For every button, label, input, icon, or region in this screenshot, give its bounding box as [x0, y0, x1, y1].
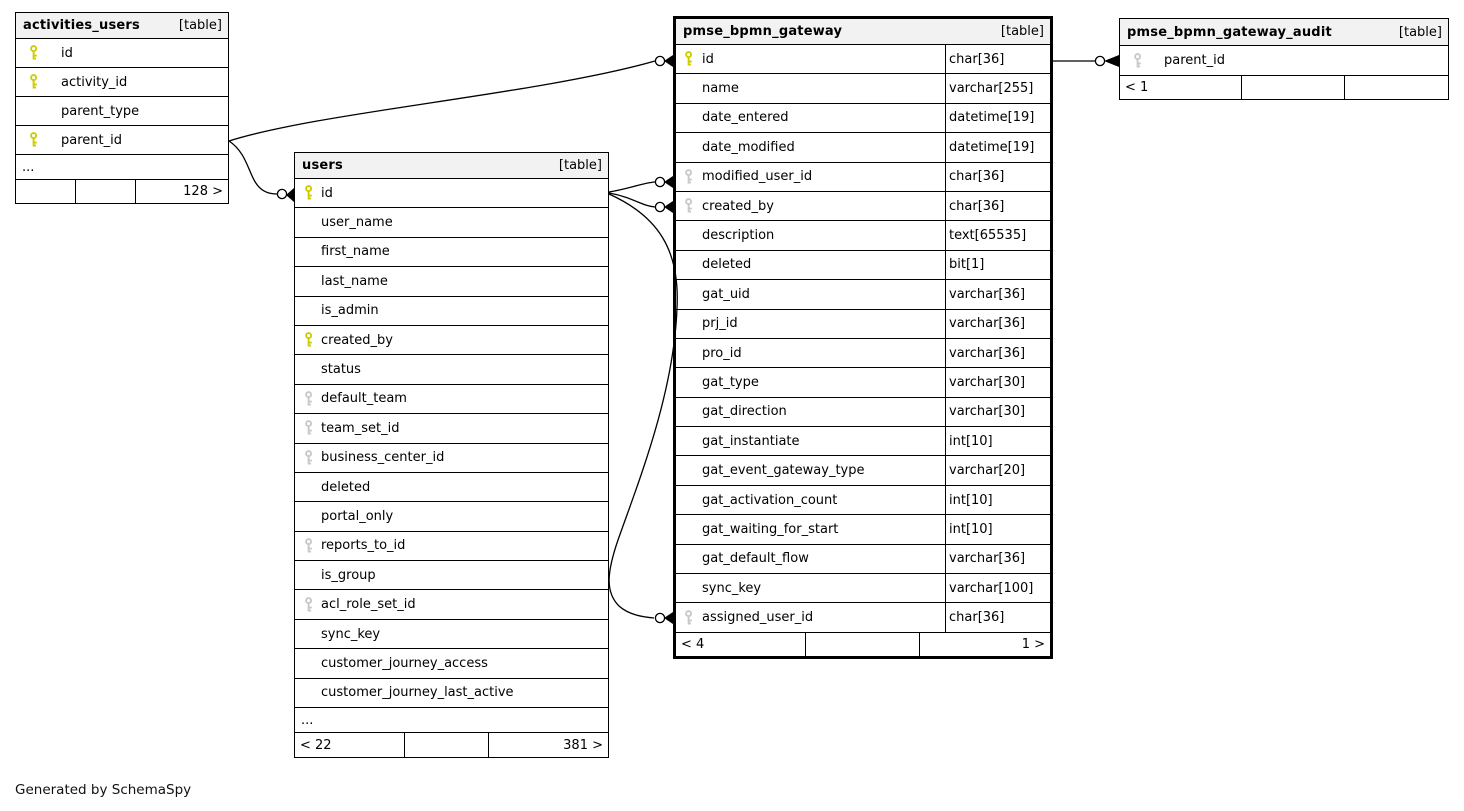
column-name-cell [295, 620, 380, 648]
column-type: int[10] [945, 486, 1050, 514]
relationship-pmse_bpmn_gateway-id-to-pmse_bpmn_gateway_audit-parent_id [1053, 55, 1119, 67]
foreign-key-icon [304, 420, 314, 436]
key-icon [304, 450, 314, 466]
foreign-key-icon [304, 450, 314, 466]
column-type: varchar[36] [945, 339, 1050, 367]
key-icon [684, 51, 694, 67]
table-title: pmse_bpmn_gateway_audit [1127, 24, 1332, 40]
column-name: assigned_user_id [702, 610, 814, 626]
primary-key-icon [29, 132, 39, 148]
footer-cell-1 [405, 733, 489, 757]
footer-cell-2 [1345, 76, 1448, 99]
column-row-pro_id[interactable] [676, 339, 1050, 368]
footer-cell-1 [76, 180, 136, 203]
key-icon [29, 132, 39, 148]
relationship-activities_users-parent_id-to-users-id [229, 141, 294, 202]
column-name: business_center_id [321, 450, 445, 466]
key-icon [304, 538, 314, 554]
column-row-name[interactable] [676, 74, 1050, 103]
column-name: acl_role_set_id [321, 597, 416, 613]
column-row-date_modified[interactable] [676, 133, 1050, 162]
primary-key-icon [29, 74, 39, 90]
column-type: bit[1] [945, 251, 1050, 279]
column-name: team_set_id [321, 420, 400, 436]
column-name-cell [676, 104, 945, 132]
column-row-date_entered[interactable] [676, 104, 1050, 133]
column-row-user_name[interactable] [295, 208, 608, 237]
column-type: varchar[255] [945, 74, 1050, 102]
column-name: date_entered [702, 110, 789, 126]
column-name: first_name [321, 244, 390, 260]
column-name-cell [676, 427, 945, 455]
key-icon [1133, 53, 1143, 69]
column-name-cell [676, 603, 945, 631]
column-name-cell [676, 398, 945, 426]
table-header[interactable] [295, 153, 608, 179]
column-name-cell [676, 515, 945, 543]
column-row-is_admin[interactable] [295, 297, 608, 326]
column-type: datetime[19] [945, 104, 1050, 132]
column-type: char[36] [945, 45, 1050, 73]
column-name-cell [295, 355, 361, 383]
column-name: created_by [702, 198, 774, 214]
column-row-default_team[interactable] [295, 385, 608, 414]
column-name: deleted [321, 479, 371, 495]
column-row-id[interactable] [295, 179, 608, 208]
table-footer [1120, 76, 1448, 99]
column-name: id [321, 185, 333, 201]
primary-key-icon [304, 332, 314, 348]
column-name: status [321, 362, 361, 378]
table-type-tag: [table] [1398, 24, 1442, 40]
foreign-key-icon [684, 198, 694, 214]
column-type: varchar[20] [945, 456, 1050, 484]
column-row-is_group[interactable] [295, 561, 608, 590]
column-name: last_name [321, 273, 388, 289]
table-type-tag: [table] [558, 158, 602, 173]
relationship-activities_users-parent_id-to-pmse_bpmn_gateway-id [229, 55, 673, 141]
relationship-users-id-to-pmse_bpmn_gateway-created_by [609, 193, 673, 213]
column-name-cell [676, 251, 945, 279]
table-activities_users[interactable] [15, 12, 229, 204]
column-name-cell [676, 221, 945, 249]
column-row-id[interactable] [16, 39, 228, 68]
column-row-parent_id[interactable] [1120, 46, 1448, 76]
footer-cell-0: < 22 [295, 733, 405, 757]
column-name-cell [295, 473, 370, 501]
column-row-team_set_id[interactable] [295, 414, 608, 443]
relationship-users-id-to-pmse_bpmn_gateway-modified_user_id [609, 176, 673, 192]
column-type: varchar[36] [945, 280, 1050, 308]
column-name-cell [295, 238, 390, 266]
foreign-key-icon [684, 169, 694, 185]
column-row-gat_event_gateway_type[interactable] [676, 456, 1050, 485]
column-name-cell [676, 45, 945, 73]
column-name: id [702, 51, 714, 67]
column-row-deleted[interactable] [295, 473, 608, 502]
key-icon [304, 185, 314, 201]
column-name: gat_default_flow [702, 551, 809, 567]
column-row-deleted[interactable] [676, 251, 1050, 280]
table-header[interactable] [1120, 19, 1448, 46]
column-name: gat_waiting_for_start [702, 521, 839, 537]
column-name: is_group [321, 567, 376, 583]
column-name-cell [295, 267, 388, 295]
column-row-description[interactable] [676, 221, 1050, 250]
column-name-cell [676, 310, 945, 338]
column-name: description [702, 228, 775, 244]
crow-foot-icon [664, 176, 673, 188]
column-name: activity_id [61, 74, 128, 90]
foreign-key-icon [304, 597, 314, 613]
column-name-cell [676, 574, 945, 602]
table-title: pmse_bpmn_gateway [683, 24, 843, 39]
column-row-activity_id[interactable] [16, 68, 228, 97]
key-icon [304, 332, 314, 348]
foreign-key-icon [304, 391, 314, 407]
table-type-tag: [table] [178, 18, 222, 33]
column-name: customer_journey_access [321, 655, 488, 671]
column-row-business_center_id[interactable] [295, 444, 608, 473]
table-users[interactable] [294, 152, 609, 758]
column-name-cell [676, 456, 945, 484]
crow-foot-icon [1104, 55, 1119, 67]
table-header[interactable] [676, 19, 1050, 45]
column-name: portal_only [321, 508, 394, 524]
key-icon [684, 169, 694, 185]
key-icon [29, 45, 39, 61]
table-header[interactable] [16, 13, 228, 39]
column-row-customer_journey_last_active[interactable] [295, 679, 608, 708]
column-name: sync_key [702, 580, 762, 596]
column-name: gat_type [702, 374, 759, 390]
column-name: sync_key [321, 626, 381, 642]
column-type: varchar[36] [945, 545, 1050, 573]
column-name-cell [676, 368, 945, 396]
column-name: parent_type [61, 103, 140, 119]
column-name: ... [22, 159, 35, 175]
column-row-sync_key[interactable] [676, 574, 1050, 603]
table-title: users [302, 158, 343, 173]
key-icon [304, 597, 314, 613]
column-name: default_team [321, 391, 407, 407]
crow-foot-icon [664, 201, 673, 213]
column-row-customer_journey_access[interactable] [295, 649, 608, 678]
crow-foot-icon [664, 55, 673, 67]
column-name-cell [676, 74, 945, 102]
column-name-cell [295, 444, 444, 472]
column-row-gat_uid[interactable] [676, 280, 1050, 309]
column-name: name [702, 81, 739, 97]
table-footer [295, 733, 608, 757]
table-pmse_bpmn_gateway[interactable] [673, 16, 1053, 659]
column-name: gat_event_gateway_type [702, 463, 865, 479]
column-row-gat_activation_count[interactable] [676, 486, 1050, 515]
table-pmse_bpmn_gateway_audit[interactable] [1119, 18, 1449, 100]
column-name-cell [676, 133, 945, 161]
column-row-gat_waiting_for_start[interactable] [676, 515, 1050, 544]
column-row-acl_role_set_id[interactable] [295, 590, 608, 619]
column-type: char[36] [945, 192, 1050, 220]
column-row-id[interactable] [676, 45, 1050, 74]
column-name: modified_user_id [702, 169, 813, 185]
foreign-key-icon [304, 538, 314, 554]
column-name: parent_id [61, 132, 122, 148]
footer-cell-2: 381 > [563, 737, 603, 753]
column-name: deleted [702, 257, 752, 273]
column-name-cell [295, 208, 393, 236]
column-name-cell [16, 155, 34, 179]
key-icon [304, 391, 314, 407]
crow-foot-icon [286, 188, 294, 202]
column-type: int[10] [945, 427, 1050, 455]
column-type: char[36] [945, 603, 1050, 631]
column-name-cell [676, 339, 945, 367]
column-name: date_modified [702, 139, 795, 155]
column-row-created_by[interactable] [295, 326, 608, 355]
column-name-cell [295, 297, 379, 325]
column-name: gat_instantiate [702, 433, 800, 449]
column-name: prj_id [702, 316, 738, 332]
table-title: activities_users [23, 18, 140, 33]
generated-by-note: Generated by SchemaSpy [15, 782, 192, 798]
column-name-cell [16, 97, 139, 125]
footer-cell-2: 1 > [1021, 636, 1045, 652]
column-name-cell [676, 163, 945, 191]
column-name: id [61, 45, 73, 61]
column-name-cell [676, 545, 945, 573]
column-name-cell [295, 561, 376, 589]
column-row-modified_user_id[interactable] [676, 163, 1050, 192]
table-footer [16, 180, 228, 203]
column-row-assigned_user_id[interactable] [676, 603, 1050, 632]
column-name: created_by [321, 332, 393, 348]
column-type: varchar[100] [945, 574, 1050, 602]
column-name-cell [676, 280, 945, 308]
column-row-prj_id[interactable] [676, 310, 1050, 339]
table-footer [676, 633, 1050, 656]
column-name: gat_activation_count [702, 492, 838, 508]
column-name: is_admin [321, 303, 379, 319]
column-name: pro_id [702, 345, 742, 361]
column-row-gat_direction[interactable] [676, 398, 1050, 427]
footer-cell-0: < 4 [676, 633, 806, 656]
column-row-gat_type[interactable] [676, 368, 1050, 397]
column-name-cell [16, 39, 73, 67]
key-icon [29, 74, 39, 90]
column-row-first_name[interactable] [295, 238, 608, 267]
column-row-portal_only[interactable] [295, 502, 608, 531]
column-name-cell [295, 502, 393, 530]
footer-cell-2: 128 > [183, 184, 223, 199]
primary-key-icon [29, 45, 39, 61]
key-icon [684, 610, 694, 626]
column-row-sync_key[interactable] [295, 620, 608, 649]
column-name-cell [295, 649, 488, 677]
primary-key-icon [684, 51, 694, 67]
column-type: varchar[36] [945, 310, 1050, 338]
column-type: int[10] [945, 515, 1050, 543]
column-name: gat_direction [702, 404, 787, 420]
column-name: parent_id [1164, 53, 1225, 68]
column-row-parent_id[interactable] [16, 126, 228, 155]
column-row-gat_instantiate[interactable] [676, 427, 1050, 456]
column-name-cell [295, 679, 514, 707]
key-icon [684, 198, 694, 214]
key-icon [304, 420, 314, 436]
foreign-key-icon [684, 610, 694, 626]
ellipsis-row[interactable] [16, 155, 228, 180]
footer-cell-0 [16, 180, 76, 203]
column-type: datetime[19] [945, 133, 1050, 161]
column-name: ... [301, 712, 314, 728]
column-row-parent_type[interactable] [16, 97, 228, 126]
relationship-users-id-to-pmse_bpmn_gateway-assigned_user_id [609, 194, 677, 624]
column-type: varchar[30] [945, 398, 1050, 426]
column-row-status[interactable] [295, 355, 608, 384]
column-row-created_by[interactable] [676, 192, 1050, 221]
column-name: user_name [321, 215, 393, 231]
crow-foot-icon [664, 612, 673, 624]
ellipsis-row[interactable] [295, 708, 608, 733]
column-name: customer_journey_last_active [321, 685, 514, 701]
column-type: varchar[30] [945, 368, 1050, 396]
column-name: reports_to_id [321, 538, 406, 554]
column-name-cell [295, 708, 313, 732]
table-type-tag: [table] [1000, 24, 1044, 39]
primary-key-icon [304, 185, 314, 201]
foreign-key-icon [1133, 53, 1143, 69]
column-row-gat_default_flow[interactable] [676, 545, 1050, 574]
column-name: gat_uid [702, 286, 750, 302]
footer-cell-1 [1242, 76, 1345, 99]
column-row-last_name[interactable] [295, 267, 608, 296]
column-type: text[65535] [945, 221, 1050, 249]
column-type: char[36] [945, 163, 1050, 191]
column-name-cell [676, 486, 945, 514]
column-name-cell [676, 192, 945, 220]
footer-cell-1 [806, 633, 920, 656]
column-row-reports_to_id[interactable] [295, 532, 608, 561]
footer-cell-0: < 1 [1120, 76, 1242, 99]
